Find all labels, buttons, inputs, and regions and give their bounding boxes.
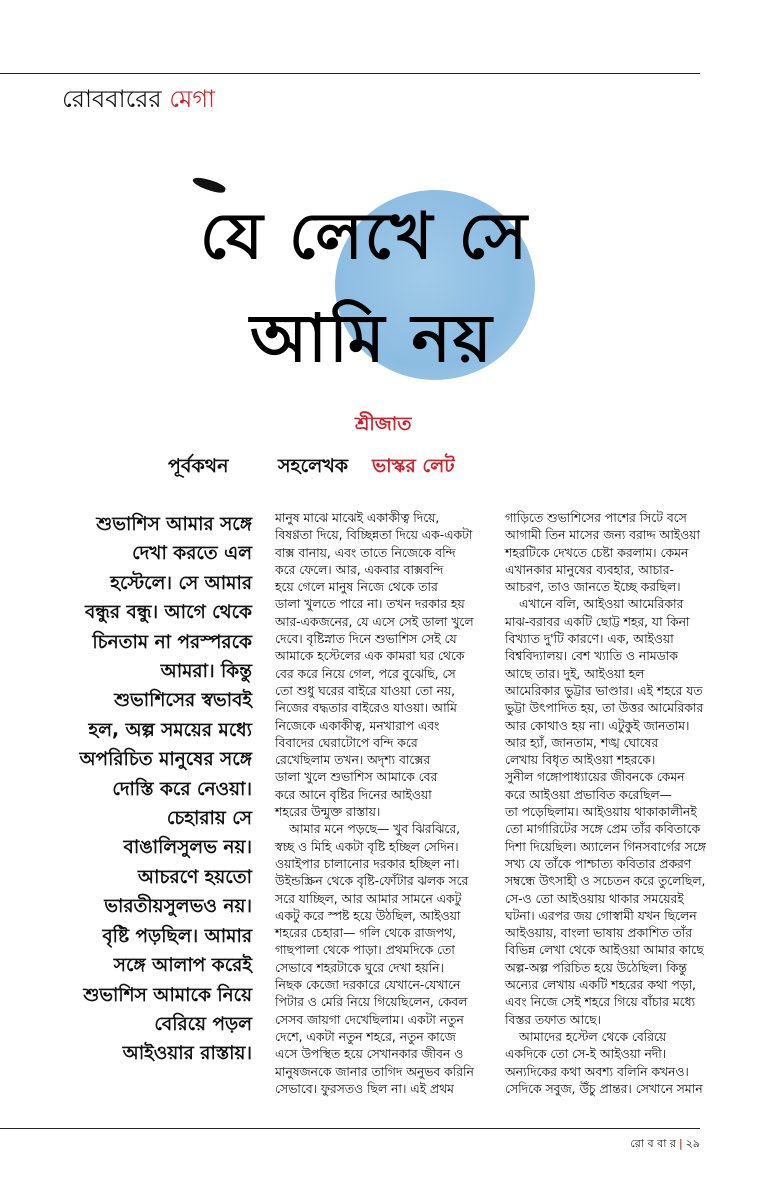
text-line: হয়ে গেলে মানুষ নিজে থেকে তার: [275, 580, 438, 595]
footer-separator: |: [678, 1137, 683, 1150]
text-line: এবং নিজে সেই শহরে গিয়ে বাঁচার মধ্যে: [505, 995, 696, 1010]
text-line: সেদিকে সবুজ, উঁচু প্রান্তর। সেখানে সমান: [505, 1081, 703, 1096]
text-line: শুভাশিসের স্বভাবই: [114, 690, 252, 712]
text-line: আমরা। কিন্তু: [160, 661, 252, 683]
title-artwork: [180, 170, 560, 400]
text-line: সম্বন্ধে উৎসাহী ও সচেতন করে তুলেছিল,: [505, 874, 706, 889]
text-line: এসে উপস্থিত হয়ে সেখানকার জীবন ও: [275, 1047, 464, 1062]
text-line: ওয়াইপার চালানোর দরকার হচ্ছিল না।: [275, 856, 460, 871]
text-line: অল্প-অল্প পরিচিত হয়ে উঠেছিল। কিন্তু: [505, 960, 687, 975]
text-line: রেখেছিলাম তখন। অদৃশ্য বাক্সের: [275, 753, 431, 768]
preface-label: পূর্বকথন: [168, 455, 229, 477]
text-line: ডালা খুলতে পারে না। তখন দরকার হয়: [275, 597, 465, 612]
text-line: আগামী তিন মাসের জন্য বরাদ্দ আইওয়া: [505, 528, 700, 543]
text-line: চেহারায় সে: [166, 808, 252, 830]
text-line: মানুষ মাঝে মাঝেই একাকীত্ব দিয়ে,: [275, 511, 440, 525]
text-line: একটু করে স্পষ্ট হয়ে উঠছিল, আইওয়া: [275, 908, 461, 923]
text-line: আইওয়ায়, বাংলা ভাষায় প্রকাশিত তাঁর: [505, 926, 693, 941]
text-line: মানুষজনকে জানার তাগিদ অনুভব করিনি: [275, 1064, 474, 1079]
text-line: বেরিয়ে পড়ল: [154, 1013, 252, 1035]
text-line: করে আনে বৃষ্টির দিনের আইওয়া: [275, 787, 432, 802]
text-line: উইন্ডস্ক্রিন থেকে বৃষ্টি-ফোঁটার ঝলক সরে: [275, 874, 469, 889]
body-column-3: [505, 510, 727, 1098]
text-line: অন্যদিকের কথা অবশ্য বলিনি কখনও।: [505, 1064, 689, 1079]
text-line: আমেরিকার ভুট্টার ভাণ্ডার। এই শহরে যত: [505, 683, 703, 698]
text-line: বিখ্যাত দু'টি কারণে। এক, আইওয়া: [505, 632, 674, 647]
text-line: সরে যাচ্ছিল, আর আমার সামনে একটু: [275, 891, 462, 906]
text-line: গাড়িতে শুভাশিসের পাশের সিটে বসে: [505, 511, 687, 525]
text-line: নিজেকে একাকীত্ব, মনখারাপ এবং: [275, 718, 440, 733]
text-line: আর হ্যাঁ, জানতাম, শঙ্খ ঘোষের: [505, 735, 659, 750]
text-line: হল, অল্প সময়ের মধ্যে: [88, 719, 252, 741]
text-line: শহরের উন্মুক্ত রাস্তায়।: [275, 805, 381, 820]
text-line: আমার মনে পড়ছে— খুব ঝিরঝিরে,: [289, 822, 461, 837]
text-line: সেভাবে শহরটাকে ঘুরে দেখা হয়নি।: [275, 960, 444, 975]
coauthor-label: সহলেখক: [278, 455, 349, 477]
text-line: দেখা করতে এল: [132, 543, 252, 565]
text-line: শুভাশিস আমাকে নিয়ে: [83, 984, 252, 1006]
text-line: ভারতীয়সুলভও নয়।: [104, 896, 252, 918]
text-line: দেবে। বৃষ্টিস্নাত দিনে শুভাশিস সেই যে: [275, 632, 457, 647]
text-line: অন্যের লেখায় একটি শহরের কথা পড়া,: [505, 978, 696, 993]
text-line: নিজের বদ্ধতার বাইরেও যাওয়া। আমি: [275, 701, 457, 716]
top-divider: [0, 73, 700, 74]
text-line: এখানকার মানুষের ব্যবহার, আচার-: [505, 562, 674, 577]
text-line: দোস্তি করে নেওয়া।: [112, 778, 252, 800]
text-line: পিটার ও মেরি নিয়ে গিয়েছিলেন, কেবল: [275, 995, 468, 1010]
text-line: আইওয়ার রাস্তায়।: [122, 1043, 252, 1065]
text-line: শহরটিকে দেখতে চেষ্টা করলাম। কেমন: [505, 545, 689, 560]
title-line-1: যে লেখে সে: [200, 199, 530, 274]
text-line: করে ফেলে। আর, একবার বাক্সবন্দি: [275, 562, 444, 577]
text-line: করে আইওয়া প্রভাবিত করেছিল—: [505, 787, 672, 802]
text-line: গাছপালা থেকে পাড়া। প্রথমদিকে তো: [275, 943, 455, 958]
text-line: বিষণ্ণতা দিয়ে, বিচ্ছিন্নতা দিয়ে এক-একটা: [275, 528, 473, 543]
text-line: আচরণে হয়তো: [137, 866, 252, 888]
section-kicker: [62, 84, 215, 114]
text-line: লেখায় বিধৃত আইওয়া শহরকে।: [505, 753, 656, 768]
text-line: আমাকে হস্টেলের এক কামরা ঘর থেকে: [275, 649, 465, 664]
body-column-2: [275, 510, 497, 1098]
text-line: বাক্স বানায়, এবং তাতে নিজেকে বন্দি: [275, 545, 456, 560]
text-line: বিস্তর তফাত আছে।: [505, 1012, 601, 1027]
text-line: মাঝ-বরাবর একটি ছোট্ট শহর, যা কিনা: [505, 614, 690, 629]
text-line: বাঙালিসুলভ নয়।: [123, 837, 252, 859]
text-line: আচরণ, তাও জানতে ইচ্ছে করছিল।: [505, 580, 681, 595]
text-line: নিছক কেজো দরকারে যেখানে-যেখানে: [275, 978, 461, 993]
kicker-black: রোববারের: [62, 85, 162, 113]
text-line: দেশে, একটা নতুন শহরে, নতুন কাজে: [275, 1029, 456, 1044]
author-name: শ্রীজাত: [355, 413, 412, 435]
text-line: বৃষ্টি পড়ছিল। আমার: [102, 925, 252, 947]
text-line: ডালা খুলে শুভাশিস আমাকে বের: [275, 770, 438, 785]
text-line: সখ্য যে তাঁকে পাশ্চাত্য কবিতার প্রকরণ: [505, 856, 692, 871]
text-line: শহরের চেহারা— গলি থেকে রাজপথ,: [275, 926, 456, 941]
text-line: আমাদের হস্টেল থেকে বেরিয়ে: [519, 1029, 667, 1044]
text-line: আর-একজনের, যে এসে সেই ডালা খুলে: [275, 614, 474, 629]
text-line: আছে তার। দুই, আইওয়া হল: [505, 666, 645, 681]
title-line-2: আমি নয়: [250, 299, 494, 377]
text-line: দিশা দিয়েছিল। অ্যালেন গিনসবার্গের সঙ্গে: [505, 839, 706, 854]
text-line: এখানে বলি, আইওয়া আমেরিকার: [519, 597, 684, 612]
page-number: ২৯: [685, 1137, 700, 1150]
text-line: তো শুধু ঘরের বাইরে যাওয়া তো নয়,: [275, 683, 456, 698]
text-line: সে-ও তো আইওয়ায় থাকার সময়েরই: [505, 891, 684, 906]
kicker-red: মেগা: [169, 85, 216, 113]
text-line: ঘটনা। এরপর জয় গোস্বামী যখন ছিলেন: [505, 908, 697, 923]
intro-column: [40, 510, 252, 1069]
text-line: শুভাশিস আমার সঙ্গে: [96, 514, 252, 535]
bottom-divider: [0, 1128, 700, 1129]
text-line: স্বচ্ছ ও মিহি একটা বৃষ্টি হচ্ছিল সেদিন।: [275, 839, 459, 854]
text-line: ভুট্টা উৎপাদিত হয়, তা উত্তর আমেরিকার: [505, 701, 704, 716]
text-line: বন্ধুর বন্ধু। আগে থেকে: [84, 602, 252, 624]
text-line: অপরিচিত মানুষের সঙ্গে: [79, 749, 252, 771]
page-footer: [630, 1135, 700, 1154]
text-line: তা পড়েছিলাম। আইওয়ায় থাকাকালীনই: [505, 805, 697, 820]
text-line: সেভাবে। ফুরসতও ছিল না। এই প্রথম: [275, 1081, 454, 1096]
text-line: তো মার্গারিটের সঙ্গে প্রেম তাঁর কবিতাকে: [505, 822, 701, 837]
text-line: হস্টেলে। সে আমার: [110, 572, 252, 594]
text-line: আর কোথাও হয় না। এটুকুই জানতাম।: [505, 718, 690, 733]
text-line: একদিকে তো সে-ই আইওয়া নদী।: [505, 1047, 667, 1062]
text-line: বিশ্ববিদ্যালয়। বেশ খ্যাতি ও নামডাক: [505, 649, 678, 664]
coauthor-name: ভাস্কর লেট: [372, 455, 455, 477]
text-line: সুনীল গঙ্গোপাধ্যায়ের জীবনকে কেমন: [505, 770, 685, 785]
footer-magazine-name: রো ব বা র: [630, 1137, 676, 1150]
text-line: বিভিন্ন লেখা থেকে আইওয়া আমার কাছে: [505, 943, 704, 958]
text-line: বিবাদের ঘেরাটোপে বন্দি করে: [275, 735, 418, 750]
text-line: সেসব জায়গা দেখেছিলাম। একটা নতুন: [275, 1012, 464, 1027]
text-line: চিনতাম না পরস্পরকে: [92, 631, 252, 653]
text-line: বের করে নিয়ে গেল, পরে বুঝেছি, সে: [275, 666, 456, 681]
text-line: সঙ্গে আলাপ করেই: [113, 955, 252, 977]
